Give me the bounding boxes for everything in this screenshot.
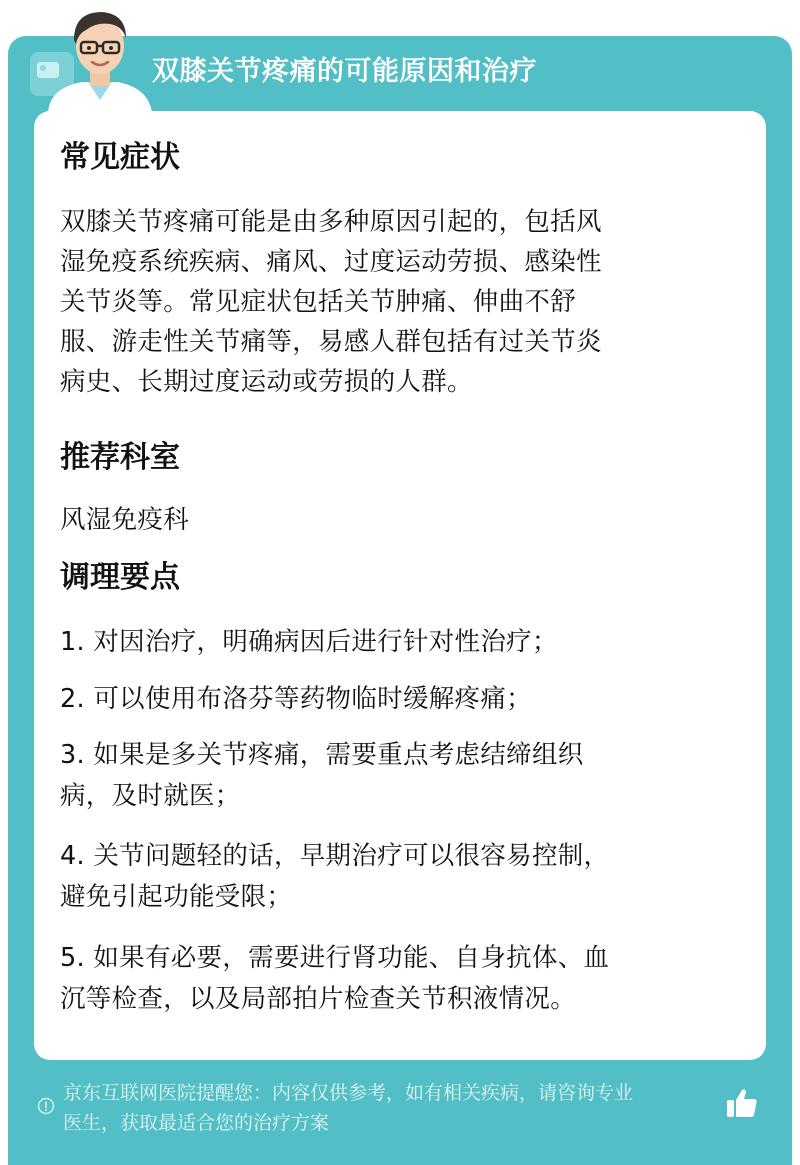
care-item-text: 如果有必要，需要进行肾功能、自身抗体、血 [93, 943, 610, 973]
care-item-number: 5. [60, 943, 85, 973]
care-item-number: 3. [60, 740, 85, 770]
symptoms-line: 服、游走性关节痛等，易感人群包括有过关节炎 [60, 327, 602, 357]
care-item-text: 对因治疗，明确病因后进行针对性治疗； [93, 627, 558, 657]
symptoms-line: 病史、长期过度运动或劳损的人群。 [60, 367, 473, 397]
care-item-number: 2. [60, 684, 85, 714]
info-icon [37, 1097, 55, 1115]
care-item [60, 938, 730, 1020]
footer-line: 京东互联网医院提醒您：内容仅供参考，如有相关疾病，请咨询专业 [63, 1082, 634, 1104]
care-item-text: 如果是多关节疼痛，需要重点考虑结缔组织 [93, 740, 584, 770]
care-item-text: 可以使用布洛芬等药物临时缓解疼痛； [93, 684, 532, 714]
care-item-text: 沉等检查，以及局部拍片检查关节积液情况。 [60, 984, 577, 1014]
thumbs-up-icon[interactable] [724, 1085, 760, 1121]
care-item-text: 避免引起功能受限； [60, 882, 293, 912]
care-item [60, 679, 730, 720]
symptoms-text [60, 202, 730, 402]
doctor-avatar-icon [30, 0, 160, 112]
care-item-number: 1. [60, 627, 85, 657]
care-item-text: 关节问题轻的话，早期治疗可以很容易控制， [93, 841, 610, 871]
section-title-symptoms: 常见症状 [60, 140, 180, 175]
care-item [60, 836, 730, 918]
symptoms-line: 关节炎等。常见症状包括关节肿痛、伸曲不舒 [60, 287, 577, 317]
symptoms-line: 湿免疫系统疾病、痛风、过度运动劳损、感染性 [60, 247, 602, 277]
care-item-text: 病，及时就医； [60, 781, 241, 811]
section-title-department: 推荐科室 [60, 440, 180, 475]
section-title-care: 调理要点 [60, 560, 180, 595]
care-item [60, 735, 730, 817]
care-item-number: 4. [60, 841, 85, 871]
care-item [60, 622, 730, 663]
department-text: 风湿免疫科 [60, 505, 190, 535]
symptoms-line: 双膝关节疼痛可能是由多种原因引起的，包括风 [60, 207, 602, 237]
footer-line: 医生，获取最适合您的治疗方案 [63, 1112, 330, 1134]
footer-disclaimer [63, 1078, 723, 1138]
page-title: 双膝关节疼痛的可能原因和治疗 [152, 56, 537, 87]
